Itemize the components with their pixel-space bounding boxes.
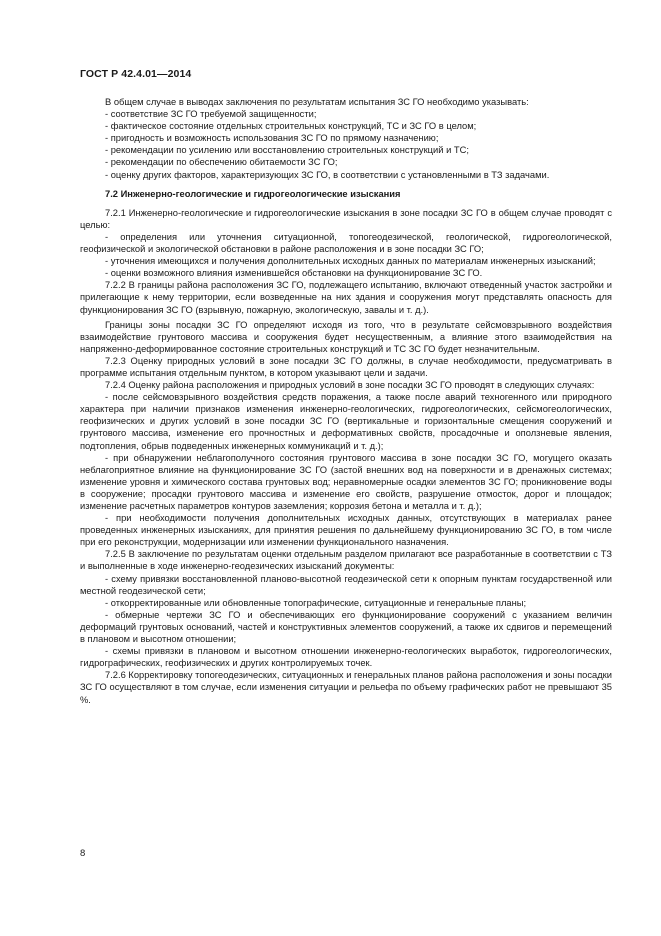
list-item: - схему привязки восстановленной планово-высотной геодезической сети к опорным пунктам государственной или местной геодезической сети; xyxy=(80,573,612,596)
list-item: - рекомендации по усилению или восстановлению строительных конструкций и ТС; xyxy=(105,145,469,156)
paragraph-7-2-3: 7.2.3 Оценку природных условий в зоне посадки ЗС ГО должны, в случае необходимости, предусматривать в программе испытания отдельным пунктом, в котором указывают цели и задачи. xyxy=(80,355,612,378)
list-item: - обмерные чертежи ЗС ГО и обеспечивающих его функционирование сооружений с указанием величин деформаций грунтовых оснований, частей и конструктивных элементов сооружений, а также их сдвигов и перемещений в плановом и высотном отношении; xyxy=(80,609,612,645)
list-item: - пригодность и возможность использования ЗС ГО по прямому назначению; xyxy=(105,133,439,144)
document-body xyxy=(80,96,612,706)
list-item: - определения или уточнения ситуационной, топогеодезической, геологической, гидрогеологической, геофизической и экологической обстановки в районе расположения и в зоне посадки ЗС ГО; xyxy=(80,231,612,255)
list-item: - соответствие ЗС ГО требуемой защищенности; xyxy=(105,109,317,120)
list-item: - уточнения имеющихся и получения дополнительных исходных данных по материалам инженерных изысканий; xyxy=(105,256,596,267)
list-item: - рекомендации по обеспечению обитаемости ЗС ГО; xyxy=(105,157,338,168)
page-header-doc-code: ГОСТ Р 42.4.01—2014 xyxy=(80,68,192,80)
paragraph-zone-boundaries: Границы зоны посадки ЗС ГО определяют исходя из того, что в результате сейсмовзрывного воздействия взаимодействие грунтового массива и сооружения будет несущественным, а влияние этого взаимодействия на напряженно-деформированное состояние строительных конструкций и ТС ЗС ГО будет незначительным. xyxy=(80,319,612,354)
list-item: - оценки возможного влияния изменившейся обстановки на функционирование ЗС ГО. xyxy=(105,268,483,279)
list-item: - фактическое состояние отдельных строительных конструкций, ТС и ЗС ГО в целом; xyxy=(105,121,477,132)
paragraph-7-2-1: 7.2.1 Инженерно-геологические и гидрогеологические изыскания в зоне посадки ЗС ГО в общем случае проводят с целью: xyxy=(80,207,612,230)
paragraph-7-2-4: 7.2.4 Оценку района расположения и природных условий в зоне посадки ЗС ГО проводят в следующих случаях: xyxy=(105,380,595,391)
paragraph-7-2-5: 7.2.5 В заключение по результатам оценки отдельным разделом прилагают все разработанные в соответствии с ТЗ и выполненные в ходе инженерно-геодезических изысканий документы: xyxy=(80,549,612,572)
list-item: - откорректированные или обновленные топографические, ситуационные и генеральные планы; xyxy=(105,597,527,608)
section-heading-7-2: 7.2 Инженерно-геологические и гидрогеологические изыскания xyxy=(105,188,401,199)
list-item: - после сейсмовзрывного воздействия средств поражения, а также после аварий техногенного или природного характера при наличии признаков изменения инженерно-геологических, гидрогеологических, сейсмогеологических, геофизических и других условий в зоне посадки ЗС ГО (вертикальные и горизонтальные смещения сооружений и грунтового массива, изменение его прочностных и деформативных свойств, просадочные и оползневые явления, подтопления, обрыв подведенных инженерных коммуникаций и т. д.); xyxy=(80,392,612,451)
paragraph-7-2-2: 7.2.2 В границы района расположения ЗС ГО, подлежащего испытанию, включают отведенный участок застройки и прилегающие к нему территории, если возведенные на них здания и сооружения могут представлять опасность для функционирования ЗС ГО (взрывную, пожарную, экологическую, завалы и т. д.). xyxy=(80,280,612,315)
list-item: - при обнаружении неблагополучного состояния грунтового массива в зоне посадки ЗС ГО, могущего оказать неблагоприятное влияние на функционирование ЗС ГО (застой внешних вод на поверхности и в дренажных системах; изменение уровня и химического состава грунтовых вод; неравномерные осадки элементов ЗС ГО; проникновение воды в сооружение; просадки грунтового массива и изменение его свойств, разрушение отмосток, дорог и площадок; изменение расчетных параметров контуров заземления; коррозия бетона и металла и т. д.); xyxy=(80,452,612,511)
paragraph-conclusions-intro: В общем случае в выводах заключения по результатам испытания ЗС ГО необходимо указывать: xyxy=(105,97,529,107)
list-item: - при необходимости получения дополнительных исходных данных, отсутствующих в материалах ранее проведенных инженерных изысканиях, для принятия решения по дальнейшему функционированию ЗС ГО, в том числе при его реконструкции, модернизации или изменении функционального назначения. xyxy=(80,513,612,548)
paragraph-7-2-6: 7.2.6 Корректировку топогеодезических, ситуационных и генеральных планов района расположения и зоны посадки ЗС ГО осуществляют в том случае, если изменения ситуации и рельефа по объему графических работ не превышают 35 %. xyxy=(80,670,612,705)
list-item: - оценку других факторов, характеризующих ЗС ГО, в соответствии с установленными в ТЗ задачами. xyxy=(105,169,550,180)
list-item: - схемы привязки в плановом и высотном отношении инженерно-геологических выработок, гидрогеологических, гидрографических, геофизических и других контролируемых точек. xyxy=(80,646,612,669)
page-number: 8 xyxy=(80,848,86,859)
